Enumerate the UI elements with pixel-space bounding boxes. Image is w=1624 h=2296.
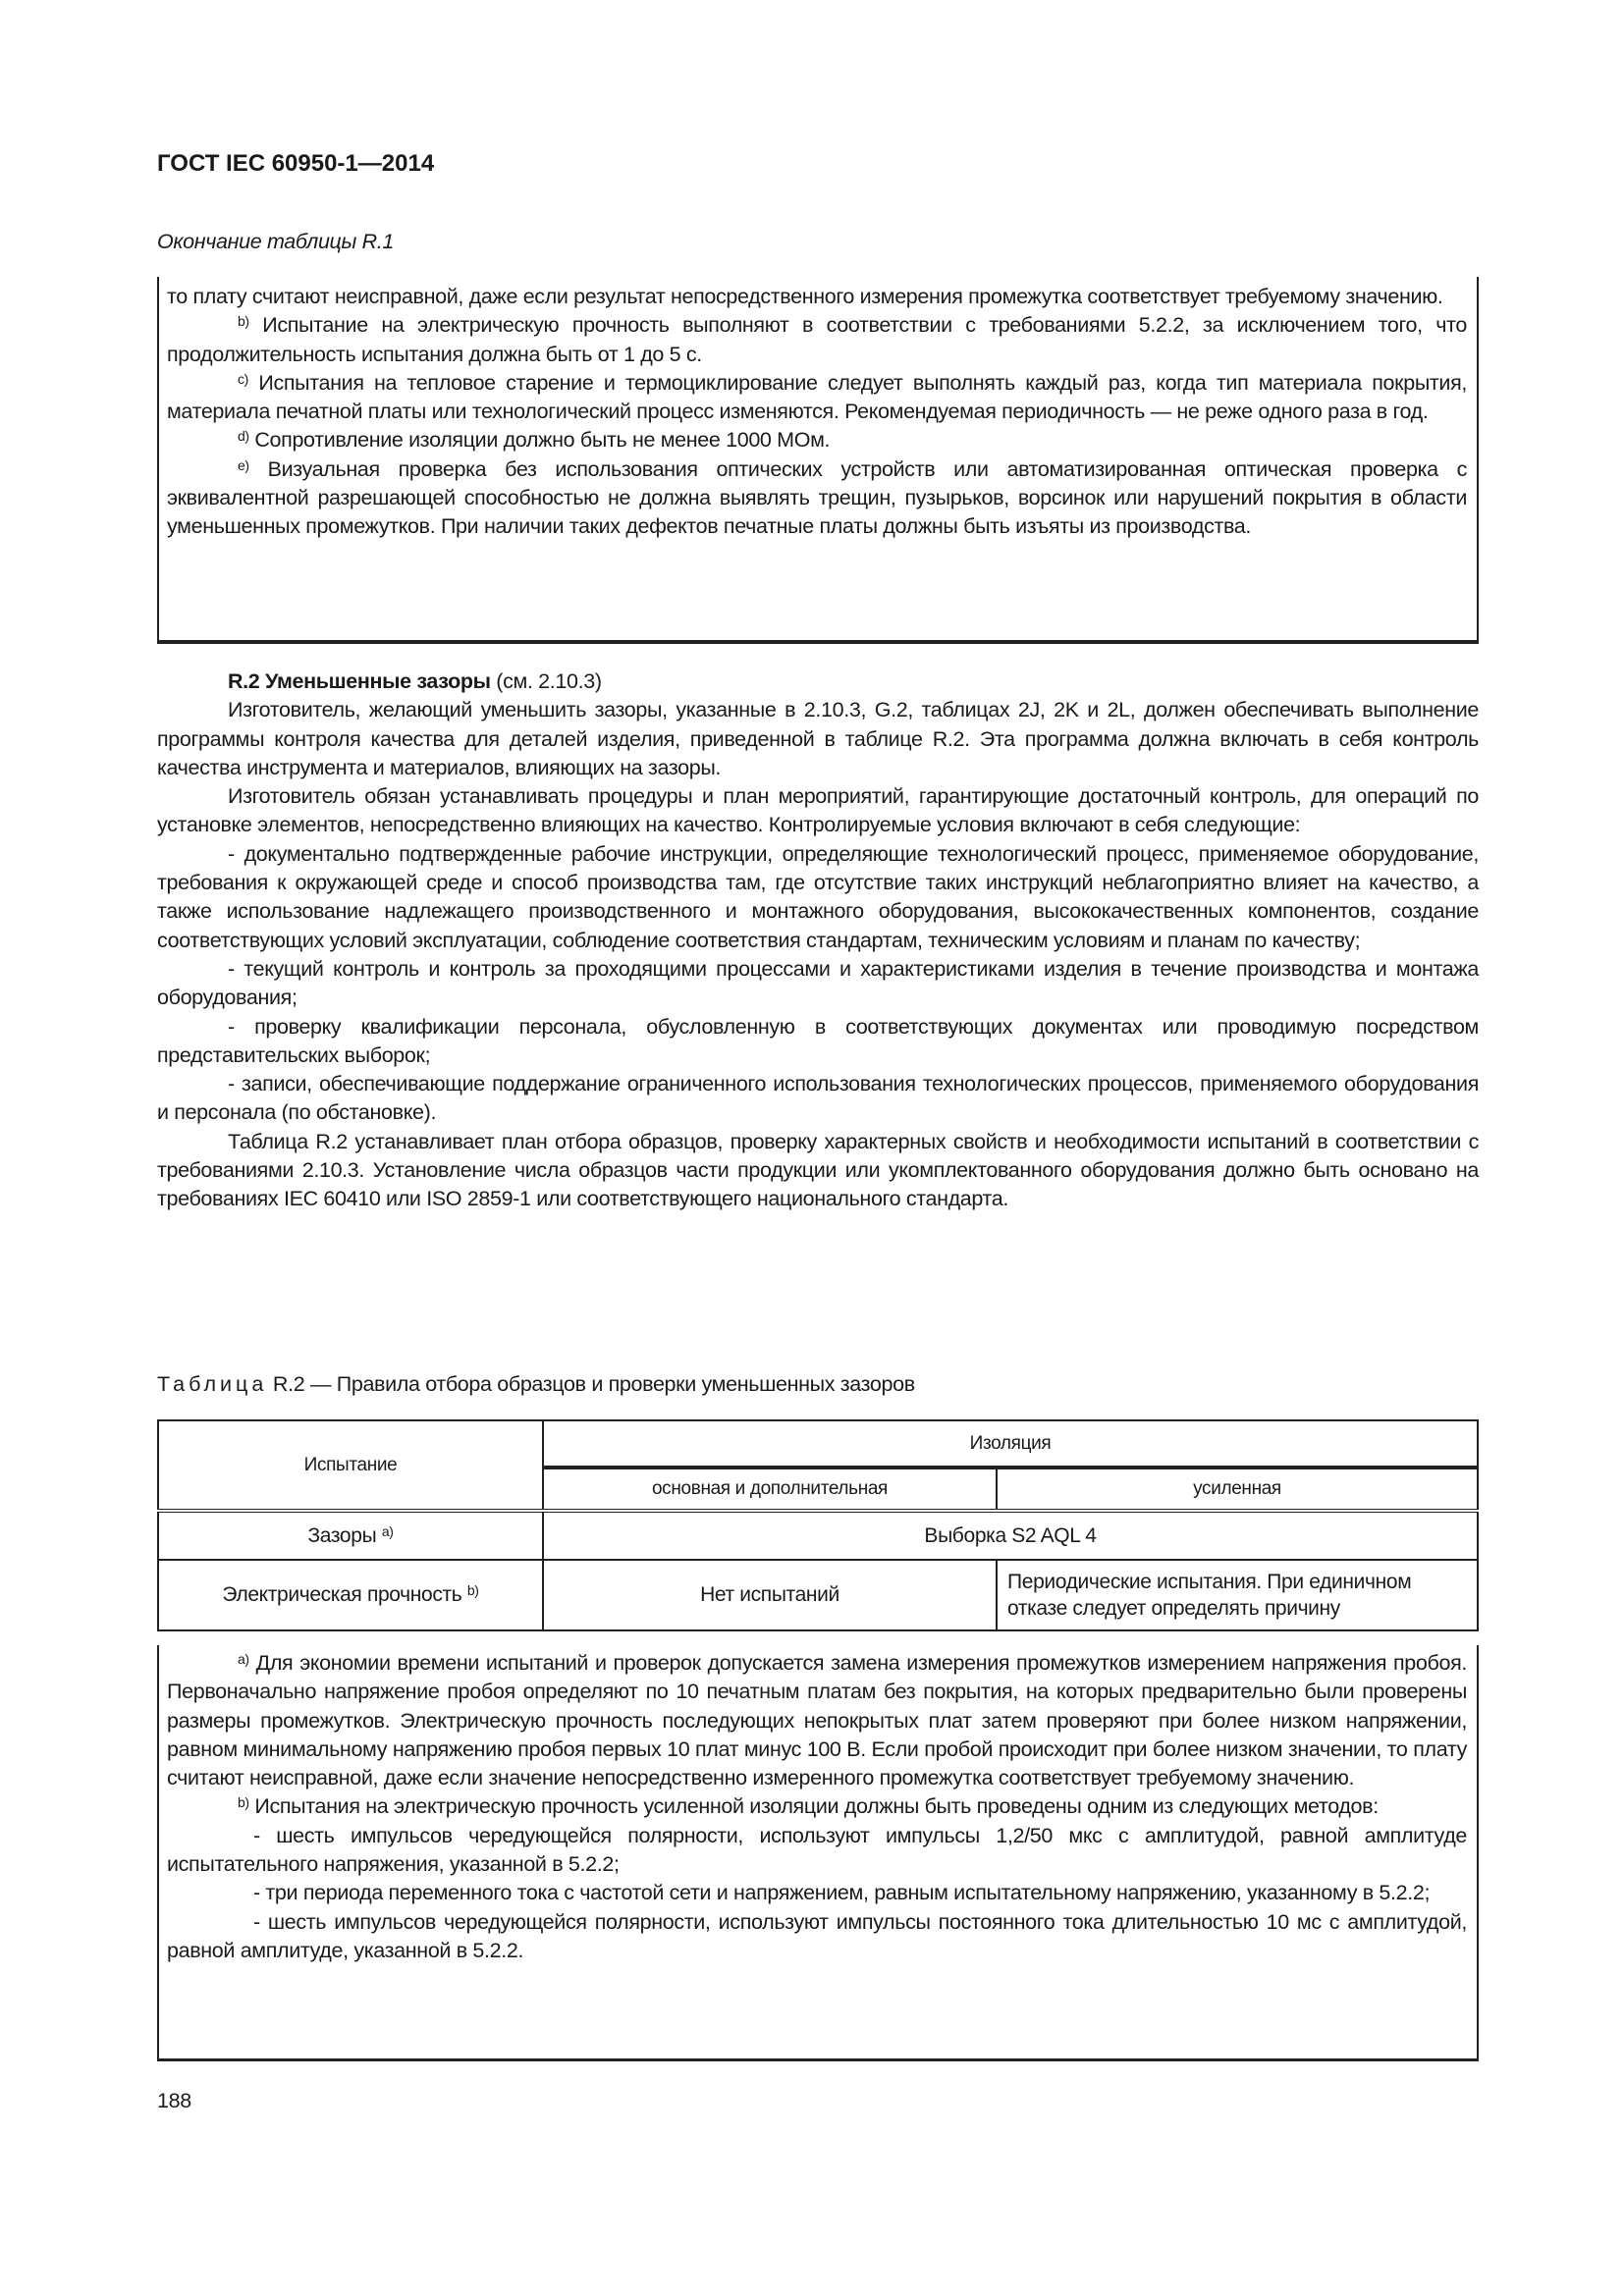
- note-e: $^{e)}$ Визуальная проверка без использования оптических устройств или автоматизированная оптическая проверка с эквивалентной разрешающей способностью не должна выявлять трещин, пузырьков, ворсинок или нарушений покрытия в области уменьшенных промежутков. При наличии таких дефектов печатные платы должны быть изъяты из производства.: [167, 456, 1467, 539]
- list-item: - записи, обеспечивающие поддержание ограниченного использования технологических процессов, применяемого оборудования и персонала (по обстановке).: [157, 1072, 1479, 1125]
- list-item: - шесть импульсов чередующейся полярности, используют импульсы постоянного тока длительностью 10 мс с амплитудой, равной амплитуде, указанной в 5.2.2.: [167, 1909, 1467, 1962]
- note-intro: то плату считают неисправной, даже если результат непосредственного измерения промежутка соответствует требуемому значению.: [167, 285, 1443, 308]
- table-row: [158, 1511, 1478, 1560]
- cell-value: Выборка S2 AQL 4: [543, 1511, 1478, 1560]
- list-item: - проверку квалификации персонала, обусловленную в соответствующих документах или проводимую посредством представительских выборок;: [157, 1014, 1479, 1067]
- note-b: $^{b)}$ Испытание на электрическую прочность выполняют в соответствии с требованиями 5.2.2, за исключением того, что продолжительность испытания должна быть от 1 до 5 с.: [167, 313, 1467, 366]
- table-continuation-label: Окончание таблицы R.1: [157, 230, 394, 253]
- table-r2: [157, 1419, 1479, 1631]
- footnote-a: $^{a)}$ Для экономии времени испытаний и проверок допускается замена измерения промежутков измерением напряжения пробоя. Первоначально напряжение пробоя определяют по 10 печатным платам без покрытия, на которых предварительно были проверены размеры промежутков. Электрическую прочность последующих непокрытых плат затем проверяют при более низком напряжении, равном минимальному напряжению пробоя первых 10 плат минус 100 В. Если пробой происходит при более низком значении, то плату считают неисправной, даже если значение непосредственно измеренного промежутка соответствует требуемому значению.: [167, 1651, 1467, 1790]
- note-c: $^{c)}$ Испытания на тепловое старение и термоциклирование следует выполнять каждый раз, когда тип материала покрытия, материала печатной платы или технологический процесс изменяются. Рекомендуемая периодичность — не реже одного раза в год.: [167, 370, 1467, 424]
- section-r2: [157, 667, 1479, 1214]
- note-d: $^{d)}$ Сопротивление изоляции должно быть не менее 1000 МОм.: [238, 428, 831, 453]
- cell-test: Зазоры $^{a)}$: [158, 1511, 543, 1560]
- cell-basic: Нет испытаний: [543, 1560, 997, 1630]
- cell-test: Электрическая прочность $^{b)}$: [158, 1560, 543, 1630]
- list-item: - шесть импульсов чередующейся полярности, используют импульсы 1,2/50 мкс с амплитудой, равной амплитуде испытательного напряжения, указанной в 5.2.2;: [167, 1823, 1467, 1877]
- paragraph: Таблица R.2 устанавливает план отбора образцов, проверку характерных свойств и необходимости испытаний в соответствии с требованиями 2.10.3. Установление числа образцов части продукции или укомплектованного оборудования должно быть основано на требованиях IEC 60410 или ISO 2859-1 или соответствующего национального стандарта.: [157, 1129, 1479, 1211]
- table-caption: Таблица R.2 — Правила отбора образцов и проверки уменьшенных зазоров: [157, 1372, 915, 1396]
- list-item: - текущий контроль и контроль за проходящими процессами и характеристиками изделия в течение производства и монтажа оборудования;: [157, 956, 1479, 1010]
- header-insulation: Изоляция: [543, 1420, 1478, 1468]
- paragraph: Изготовитель, желающий уменьшить зазоры, указанные в 2.10.3, G.2, таблицах 2J, 2K и 2L, должен обеспечивать выполнение программы контроля качества для деталей изделия, приведенной в таблице R.2. Эта программа должна включать в себя контроль качества инструмента и материалов, влияющих на зазоры.: [157, 698, 1479, 779]
- header-test: Испытание: [158, 1420, 543, 1511]
- header-reinforced: усиленная: [997, 1468, 1478, 1511]
- list-item: - три периода переменного тока с частотой сети и напряжением, равным испытательному напряжению, указанному в 5.2.2;: [253, 1881, 1431, 1905]
- list-item: - документально подтвержденные рабочие инструкции, определяющие технологический процесс, применяемое оборудование, требования к окружающей среде и способ производства там, где отсутствие таких инструкций неблагоприятно влияет на качество, а также использование надлежащего производственного и монтажного оборудования, высококачественных компонентов, создание соответствующих условий эксплуатации, соблюдение соответствия стандартам, техническим условиям и планам по качеству;: [157, 841, 1479, 952]
- paragraph: Изготовитель обязан устанавливать процедуры и план мероприятий, гарантирующие достаточный контроль, для операций по установке элементов, непосредственно влияющих на качество. Контролируемые условия включают в себя следующие:: [157, 784, 1479, 837]
- section-heading: R.2 Уменьшенные зазоры (см. 2.10.3): [228, 669, 602, 693]
- table-row: [158, 1560, 1478, 1630]
- footnote-b: $^{b)}$ Испытания на электрическую прочность усиленной изоляции должны быть проведены одним из следующих методов:: [238, 1794, 1379, 1819]
- table-r2-footnotes: [157, 1645, 1479, 2061]
- table-r1-notes: [157, 277, 1479, 644]
- page-number: 188: [157, 2089, 191, 2112]
- document-header: ГОСТ IEC 60950-1—2014: [157, 150, 435, 177]
- header-basic: основная и дополнительная: [543, 1468, 997, 1511]
- cell-reinforced: Периодические испытания. При единичном отказе следует определять причину: [997, 1560, 1478, 1630]
